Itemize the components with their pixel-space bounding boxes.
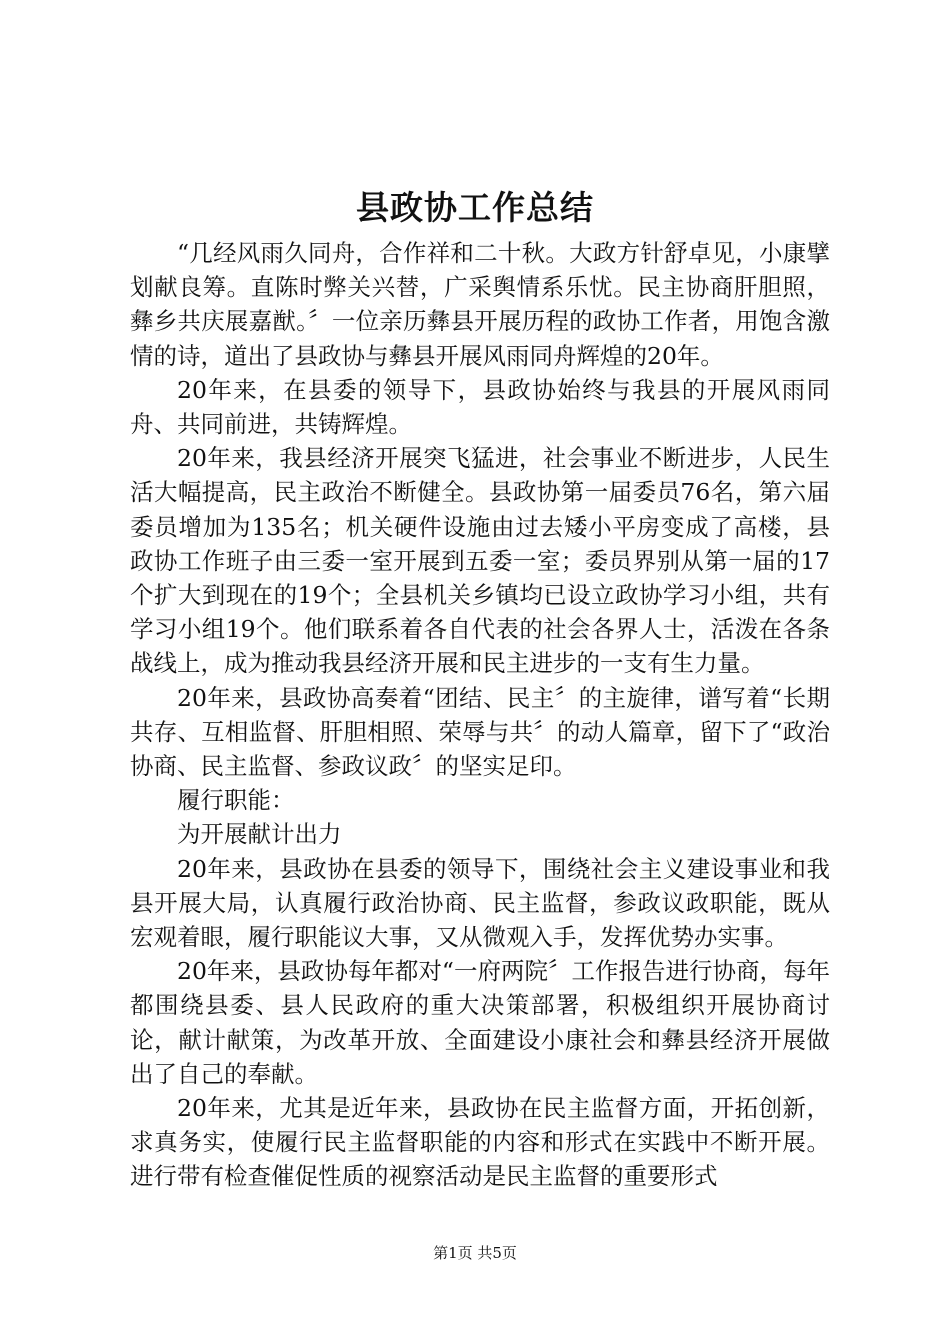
paragraph: 20年来，县政协高奏着“团结、民主〞的主旋律，谱写着“长期共存、互相监督、肝胆相照、荣辱与共〞的动人篇章，留下了“政治协商、民主监督、参政议政〞的坚实足印。: [130, 683, 830, 781]
section-heading: 履行职能：: [177, 786, 295, 815]
section-subheading: 为开展献计出力: [177, 820, 342, 849]
paragraph: “几经风雨久同舟，合作祥和二十秋。大政方针舒卓见，小康擘划献良筹。直陈时弊关兴替，广采舆情系乐忧。民主协商肝胆照，彝乡共庆展嘉猷。〞一位亲历彝县开展历程的政协工作者，用饱含激情的诗，道出了县政协与彝县开展风雨同舟辉煌的20年。: [130, 239, 830, 370]
paragraph: 20年来，县政协每年都对“一府两院〞工作报告进行协商，每年都围绕县委、县人民政府的重大决策部署，积极组织开展协商讨论，献计献策，为改革开放、全面建设小康社会和彝县经济开展做出了自己的奉献。: [130, 957, 830, 1088]
document-body: [130, 236, 830, 1194]
paragraph: 20年来，尤其是近年来，县政协在民主监督方面，开拓创新，求真务实，使履行民主监督职能的内容和形式在实践中不断开展。进行带有检查催促性质的视察活动是民主监督的重要形式: [130, 1094, 830, 1191]
paragraph: 20年来，县政协在县委的领导下，围绕社会主义建设事业和我县开展大局，认真履行政治协商、民主监督，参政议政职能，既从宏观着眼，履行职能议大事，又从微观入手，发挥优势办实事。: [130, 854, 830, 952]
paragraph: 20年来，在县委的领导下，县政协始终与我县的开展风雨同舟、共同前进，共铸辉煌。: [130, 375, 830, 439]
document-title: 县政协工作总结: [356, 188, 594, 227]
paragraph: 20年来，我县经济开展突飞猛进，社会事业不断进步，人民生活大幅提高，民主政治不断健全。县政协第一届委员76名，第六届委员增加为135名；机关硬件设施由过去矮小平房变成了高楼，县政协工作班子由三委一室开展到五委一室；委员界别从第一届的17个扩大到现在的19个；全县机关乡镇均已设立政协学习小组，共有学习小组19个。他们联系着各自代表的社会各界人士，活泼在各条战线上，成为推动我县经济开展和民主进步的一支有生力量。: [130, 444, 830, 678]
page-footer: 第1页 共5页: [433, 1244, 517, 1262]
